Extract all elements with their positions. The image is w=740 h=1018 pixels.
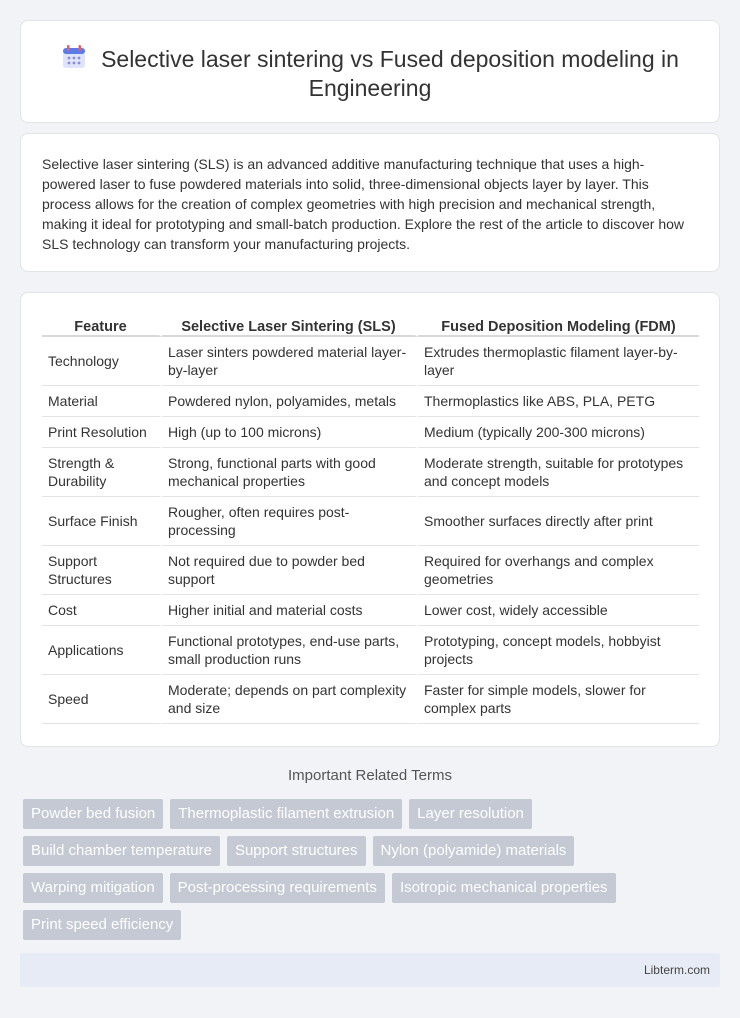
sls-cell: Powdered nylon, polyamides, metals [162, 386, 418, 417]
comparison-table [42, 314, 699, 724]
feature-cell: Surface Finish [42, 497, 162, 546]
feature-cell: Technology [42, 337, 162, 386]
page-title: Selective laser sintering vs Fused deposition modeling in Engineering [101, 46, 679, 101]
related-terms-heading: Important Related Terms [288, 767, 452, 784]
intro-card [20, 133, 720, 272]
feature-cell: Support Structures [42, 546, 162, 595]
sls-cell: Higher initial and material costs [162, 595, 418, 626]
term-tag[interactable]: Layer resolution [409, 799, 532, 829]
term-tag[interactable]: Nylon (polyamide) materials [373, 836, 575, 866]
calendar-icon [61, 44, 87, 70]
table-row [42, 546, 699, 595]
term-tag[interactable]: Thermoplastic filament extrusion [170, 799, 402, 829]
column-header-fdm: Fused Deposition Modeling (FDM) [418, 314, 699, 337]
fdm-cell: Faster for simple models, slower for complex parts [418, 675, 699, 724]
feature-cell: Speed [42, 675, 162, 724]
sls-cell: Laser sinters powdered material layer-by-layer [162, 337, 418, 386]
fdm-cell: Medium (typically 200-300 microns) [418, 417, 699, 448]
feature-cell: Cost [42, 595, 162, 626]
sls-cell: High (up to 100 microns) [162, 417, 418, 448]
intro-paragraph: Selective laser sintering (SLS) is an advanced additive manufacturing technique that uses a high-powered laser to fuse powdered materials into solid, three-dimensional objects layer by layer. This process allows for the creation of complex geometries with high precision and mechanical strength, making it ideal for prototyping and small-batch production. Explore the rest of the article to discover how SLS technology can transform your manufacturing projects. [42, 156, 684, 252]
sls-cell: Strong, functional parts with good mechanical properties [162, 448, 418, 497]
table-row [42, 497, 699, 546]
comparison-card [20, 292, 720, 747]
term-tag[interactable]: Isotropic mechanical properties [392, 873, 616, 903]
feature-cell: Material [42, 386, 162, 417]
feature-cell: Strength & Durability [42, 448, 162, 497]
sls-cell: Rougher, often requires post-processing [162, 497, 418, 546]
table-header-row [42, 314, 699, 337]
sls-cell: Not required due to powder bed support [162, 546, 418, 595]
table-row [42, 626, 699, 675]
table-row [42, 386, 699, 417]
fdm-cell: Smoother surfaces directly after print [418, 497, 699, 546]
term-tag[interactable]: Post-processing requirements [170, 873, 385, 903]
term-tag[interactable]: Build chamber temperature [23, 836, 220, 866]
table-row [42, 417, 699, 448]
table-row [42, 675, 699, 724]
title-card [20, 20, 720, 123]
table-row [42, 595, 699, 626]
column-header-feature: Feature [42, 314, 162, 337]
fdm-cell: Required for overhangs and complex geometries [418, 546, 699, 595]
fdm-cell: Lower cost, widely accessible [418, 595, 699, 626]
term-tag[interactable]: Powder bed fusion [23, 799, 163, 829]
table-row [42, 448, 699, 497]
term-tag[interactable]: Support structures [227, 836, 366, 866]
related-terms-list [23, 799, 723, 947]
fdm-cell: Extrudes thermoplastic filament layer-by-layer [418, 337, 699, 386]
feature-cell: Print Resolution [42, 417, 162, 448]
table-row [42, 337, 699, 386]
page-title-wrap [41, 44, 699, 103]
fdm-cell: Moderate strength, suitable for prototypes and concept models [418, 448, 699, 497]
term-tag[interactable]: Print speed efficiency [23, 910, 181, 940]
column-header-sls: Selective Laser Sintering (SLS) [162, 314, 418, 337]
feature-cell: Applications [42, 626, 162, 675]
fdm-cell: Prototyping, concept models, hobbyist projects [418, 626, 699, 675]
sls-cell: Functional prototypes, end-use parts, small production runs [162, 626, 418, 675]
footer [20, 953, 720, 987]
term-tag[interactable]: Warping mitigation [23, 873, 163, 903]
sls-cell: Moderate; depends on part complexity and size [162, 675, 418, 724]
fdm-cell: Thermoplastics like ABS, PLA, PETG [418, 386, 699, 417]
footer-site-link[interactable]: Libterm.com [643, 963, 710, 977]
